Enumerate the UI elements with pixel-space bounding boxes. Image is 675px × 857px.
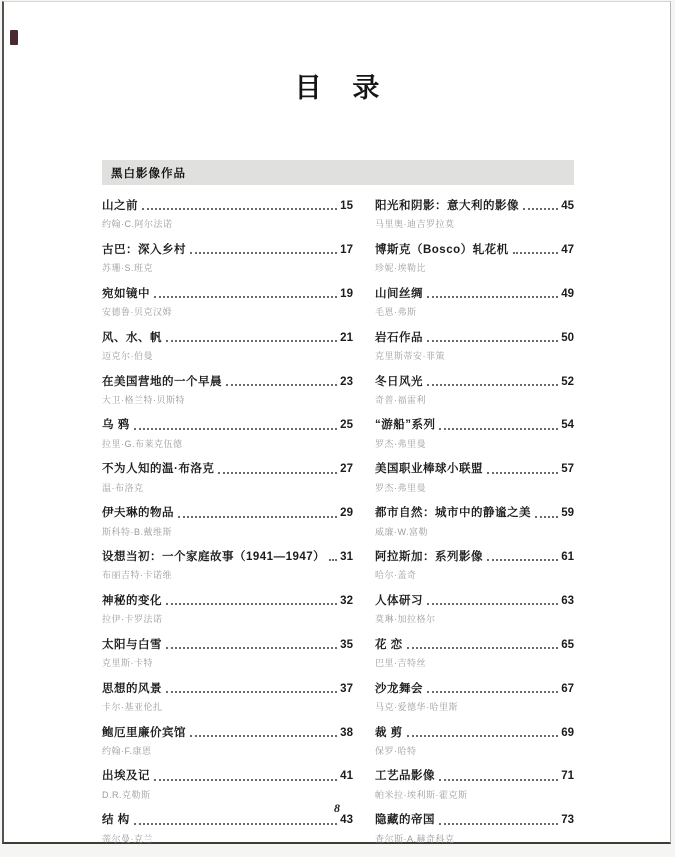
entry-title: 结 构	[102, 814, 130, 827]
dotted-leader	[427, 296, 558, 298]
section-header: 黑白影像作品	[102, 160, 574, 185]
toc-entry-line	[102, 550, 353, 564]
toc-entry-line	[102, 682, 353, 696]
toc-entry	[375, 375, 574, 406]
entry-page-number: 35	[340, 638, 353, 651]
entry-page-number: 52	[561, 375, 574, 388]
entry-title: 风、水、帆	[102, 331, 162, 344]
entry-author: 温·布洛克	[102, 482, 144, 493]
toc-entry	[102, 243, 353, 274]
entry-page-number: 54	[561, 419, 574, 432]
entry-title: 不为人知的温·布洛克	[102, 463, 215, 476]
entry-page-number: 69	[561, 726, 574, 739]
entry-author: 保罗·哈特	[374, 745, 417, 756]
dotted-leader	[142, 208, 337, 210]
toc-entry-line	[375, 418, 574, 432]
entry-page-number: 32	[340, 594, 353, 607]
entry-title: 在美国营地的一个早晨	[102, 375, 222, 388]
dotted-leader	[154, 779, 337, 781]
entry-page-number: 50	[561, 331, 574, 344]
entry-title: 博斯克（Bosco）轧花机	[374, 243, 509, 256]
entry-title: 神秘的变化	[102, 594, 162, 607]
toc-entry	[102, 287, 353, 318]
dotted-leader	[178, 516, 337, 518]
toc-entry-line	[375, 375, 574, 389]
toc-entry-line	[375, 462, 574, 476]
toc-columns	[102, 199, 574, 857]
dotted-leader	[226, 384, 337, 386]
dotted-leader	[427, 384, 558, 386]
entry-page-number: 19	[340, 287, 353, 300]
toc-entry	[375, 506, 574, 537]
entry-page-number: 25	[340, 419, 353, 432]
entry-title: 冬日风光	[374, 375, 423, 388]
dotted-leader	[329, 559, 337, 561]
entry-title: 鲍厄里廉价宾馆	[102, 726, 186, 739]
entry-author: 威廉·W.富勒	[374, 526, 428, 537]
entry-page-number: 57	[561, 463, 574, 476]
toc-entry	[102, 418, 353, 449]
entry-page-number: 15	[340, 200, 353, 212]
toc-entry	[102, 199, 353, 230]
entry-author: 卡尔·基亚伦扎	[102, 702, 163, 712]
entry-author: 拉里·G.布莱克伍德	[102, 438, 183, 449]
entry-page-number: 45	[561, 200, 574, 212]
entry-title: 思想的风景	[102, 682, 162, 695]
toc-entry-line	[375, 331, 574, 345]
toc-entry-line	[375, 550, 574, 564]
entry-author: 毛恩·弗斯	[374, 307, 417, 318]
entry-page-number: 23	[340, 375, 353, 388]
entry-title: 乌 鸦	[102, 419, 130, 432]
toc-entry-line	[375, 287, 574, 301]
dotted-leader	[439, 428, 558, 430]
toc-entry	[375, 199, 574, 230]
entry-page-number: 59	[561, 507, 574, 520]
entry-author: 莫琳·加拉格尔	[374, 614, 436, 625]
toc-content	[102, 160, 574, 857]
toc-entry-line	[102, 594, 353, 608]
entry-page-number: 63	[561, 594, 574, 607]
entry-title: 岩石作品	[374, 331, 423, 344]
entry-title: 宛如镜中	[102, 287, 150, 300]
dotted-leader	[535, 516, 558, 518]
entry-title: 山之前	[102, 200, 138, 212]
toc-entry-line	[102, 769, 353, 783]
dotted-leader	[166, 340, 337, 342]
toc-entry	[102, 506, 353, 537]
dotted-leader	[190, 252, 337, 254]
dotted-leader	[427, 603, 558, 605]
toc-entry-line	[102, 418, 353, 432]
toc-entry	[375, 594, 574, 625]
entry-page-number: 27	[340, 463, 353, 476]
toc-column-left	[102, 199, 353, 857]
dotted-leader	[513, 252, 559, 254]
entry-title: 花 恋	[374, 638, 403, 651]
document-page	[2, 1, 671, 844]
entry-author: 克里斯·卡特	[102, 658, 153, 669]
entry-author: 安德鲁·贝克汉姆	[102, 307, 172, 318]
entry-title: 人体研习	[374, 594, 423, 607]
page-title: 目 录	[294, 73, 392, 103]
dotted-leader	[154, 296, 337, 298]
entry-page-number: 41	[340, 770, 353, 783]
entry-page-number: 65	[561, 638, 574, 651]
entry-page-number: 21	[340, 331, 353, 344]
entry-page-number: 38	[340, 726, 353, 739]
entry-author: 约翰·C.阿尔法诺	[102, 219, 173, 230]
toc-entry-line	[102, 375, 353, 389]
toc-entry-line	[375, 726, 574, 740]
dotted-leader	[190, 735, 337, 737]
entry-author: 罗杰·弗里曼	[374, 438, 426, 449]
entry-title: 工艺品影像	[374, 770, 435, 783]
entry-page-number: 47	[561, 243, 574, 256]
entry-author: 蒂尔曼·克兰	[102, 833, 153, 844]
entry-page-number: 67	[561, 682, 574, 695]
entry-page-number: 43	[340, 814, 353, 827]
toc-entry-line	[375, 594, 574, 608]
entry-author: 大卫·格兰特·贝斯特	[102, 394, 185, 405]
entry-page-number: 73	[561, 814, 574, 827]
toc-entry-line	[102, 287, 353, 301]
entry-title: 伊夫琳的物品	[102, 507, 174, 520]
entry-author: 帕米拉·埃利斯·霍克斯	[374, 789, 468, 800]
toc-entry	[102, 375, 353, 406]
toc-entry	[102, 769, 353, 800]
entry-author: 罗杰·弗里曼	[374, 482, 426, 493]
entry-title: 出埃及记	[102, 770, 150, 783]
entry-author: 珍妮·埃勒比	[374, 263, 426, 274]
toc-entry-line	[102, 506, 353, 520]
toc-entry	[375, 462, 574, 493]
toc-entry-line	[102, 462, 353, 476]
toc-entry	[375, 638, 574, 669]
toc-entry-line	[375, 243, 574, 257]
entry-title: 隐藏的帝国	[374, 814, 435, 827]
entry-author: 迈克尔·伯曼	[102, 351, 153, 361]
toc-entry	[375, 331, 574, 362]
toc-entry-line	[375, 769, 574, 783]
toc-entry-line	[102, 199, 353, 213]
entry-page-number: 17	[340, 243, 353, 256]
dotted-leader	[134, 823, 337, 825]
entry-page-number: 49	[561, 287, 574, 300]
entry-title: 美国职业棒球小联盟	[374, 463, 483, 476]
entry-title: 设想当初：一个家庭故事（1941—1947）	[102, 551, 326, 563]
toc-entry	[375, 287, 574, 318]
toc-entry-line	[375, 682, 574, 696]
toc-entry-line	[375, 199, 574, 213]
dotted-leader	[134, 428, 337, 430]
toc-entry	[375, 682, 574, 713]
dotted-leader	[487, 559, 558, 561]
entry-author: 马里奥·迪吉罗拉莫	[374, 219, 455, 230]
entry-author: 查尔斯·A.赫奇科克	[374, 833, 455, 844]
entry-author: 斯科特·B.戴维斯	[102, 526, 173, 537]
toc-entry	[375, 769, 574, 800]
entry-author: D.R.克勒斯	[102, 789, 151, 800]
toc-entry	[375, 813, 574, 844]
toc-entry	[375, 418, 574, 449]
entry-title: 古巴：深入乡村	[102, 243, 186, 256]
entry-author: 奇普·福雷利	[374, 394, 426, 405]
toc-entry	[102, 594, 353, 625]
dotted-leader	[439, 823, 558, 825]
toc-column-right	[375, 199, 574, 857]
entry-title: 阳光和阴影：意大利的影像	[374, 200, 519, 212]
entry-page-number: 61	[561, 551, 574, 563]
entry-page-number: 29	[340, 507, 353, 520]
toc-entry	[102, 462, 353, 493]
entry-author: 马克·爱德华·哈里斯	[374, 702, 458, 712]
toc-entry-line	[102, 638, 353, 652]
entry-title: 太阳与白雪	[102, 638, 162, 651]
entry-title: 沙龙舞会	[374, 682, 423, 695]
toc-entry-line	[102, 726, 353, 740]
toc-entry	[102, 331, 353, 362]
toc-entry	[102, 682, 353, 713]
toc-entry	[375, 726, 574, 757]
entry-page-number: 37	[340, 682, 353, 695]
entry-author: 巴里·吉特丝	[374, 658, 426, 669]
dotted-leader	[427, 691, 558, 693]
toc-entry-line	[102, 243, 353, 257]
dotted-leader	[407, 735, 559, 737]
entry-page-number: 31	[340, 551, 353, 563]
entry-author: 克里斯蒂安·菲策	[374, 351, 445, 361]
toc-entry	[102, 638, 353, 669]
dotted-leader	[523, 208, 558, 210]
entry-title: 阿拉斯加：系列影像	[374, 551, 483, 563]
dotted-leader	[166, 603, 337, 605]
toc-entry	[102, 726, 353, 757]
entry-page-number: 71	[561, 770, 574, 783]
dotted-leader	[407, 647, 559, 649]
toc-entry-line	[375, 638, 574, 652]
entry-author: 哈尔·盖奇	[374, 570, 417, 581]
dotted-leader	[166, 647, 337, 649]
dotted-leader	[427, 340, 558, 342]
toc-entry-line	[102, 331, 353, 345]
toc-entry	[375, 243, 574, 274]
scan-artifact-mark	[10, 30, 18, 45]
entry-author: 苏珊·S.班克	[102, 263, 154, 274]
dotted-leader	[218, 472, 337, 474]
entry-author: 拉伊·卡罗法诺	[102, 614, 163, 625]
entry-author: 布丽吉特·卡诺维	[102, 570, 172, 581]
dotted-leader	[439, 779, 558, 781]
toc-entry	[102, 813, 353, 844]
toc-entry	[375, 550, 574, 581]
entry-title: 裁 剪	[374, 726, 403, 739]
entry-title: “游船”系列	[374, 419, 436, 432]
page-number: 8	[334, 801, 340, 815]
toc-entry-line	[375, 506, 574, 520]
dotted-leader	[487, 472, 558, 474]
toc-entry	[102, 550, 353, 581]
dotted-leader	[166, 691, 337, 693]
entry-title: 山间丝绸	[374, 287, 423, 300]
entry-title: 都市自然：城市中的静谧之美	[374, 507, 531, 520]
entry-author: 约翰·F.康恩	[102, 745, 152, 756]
